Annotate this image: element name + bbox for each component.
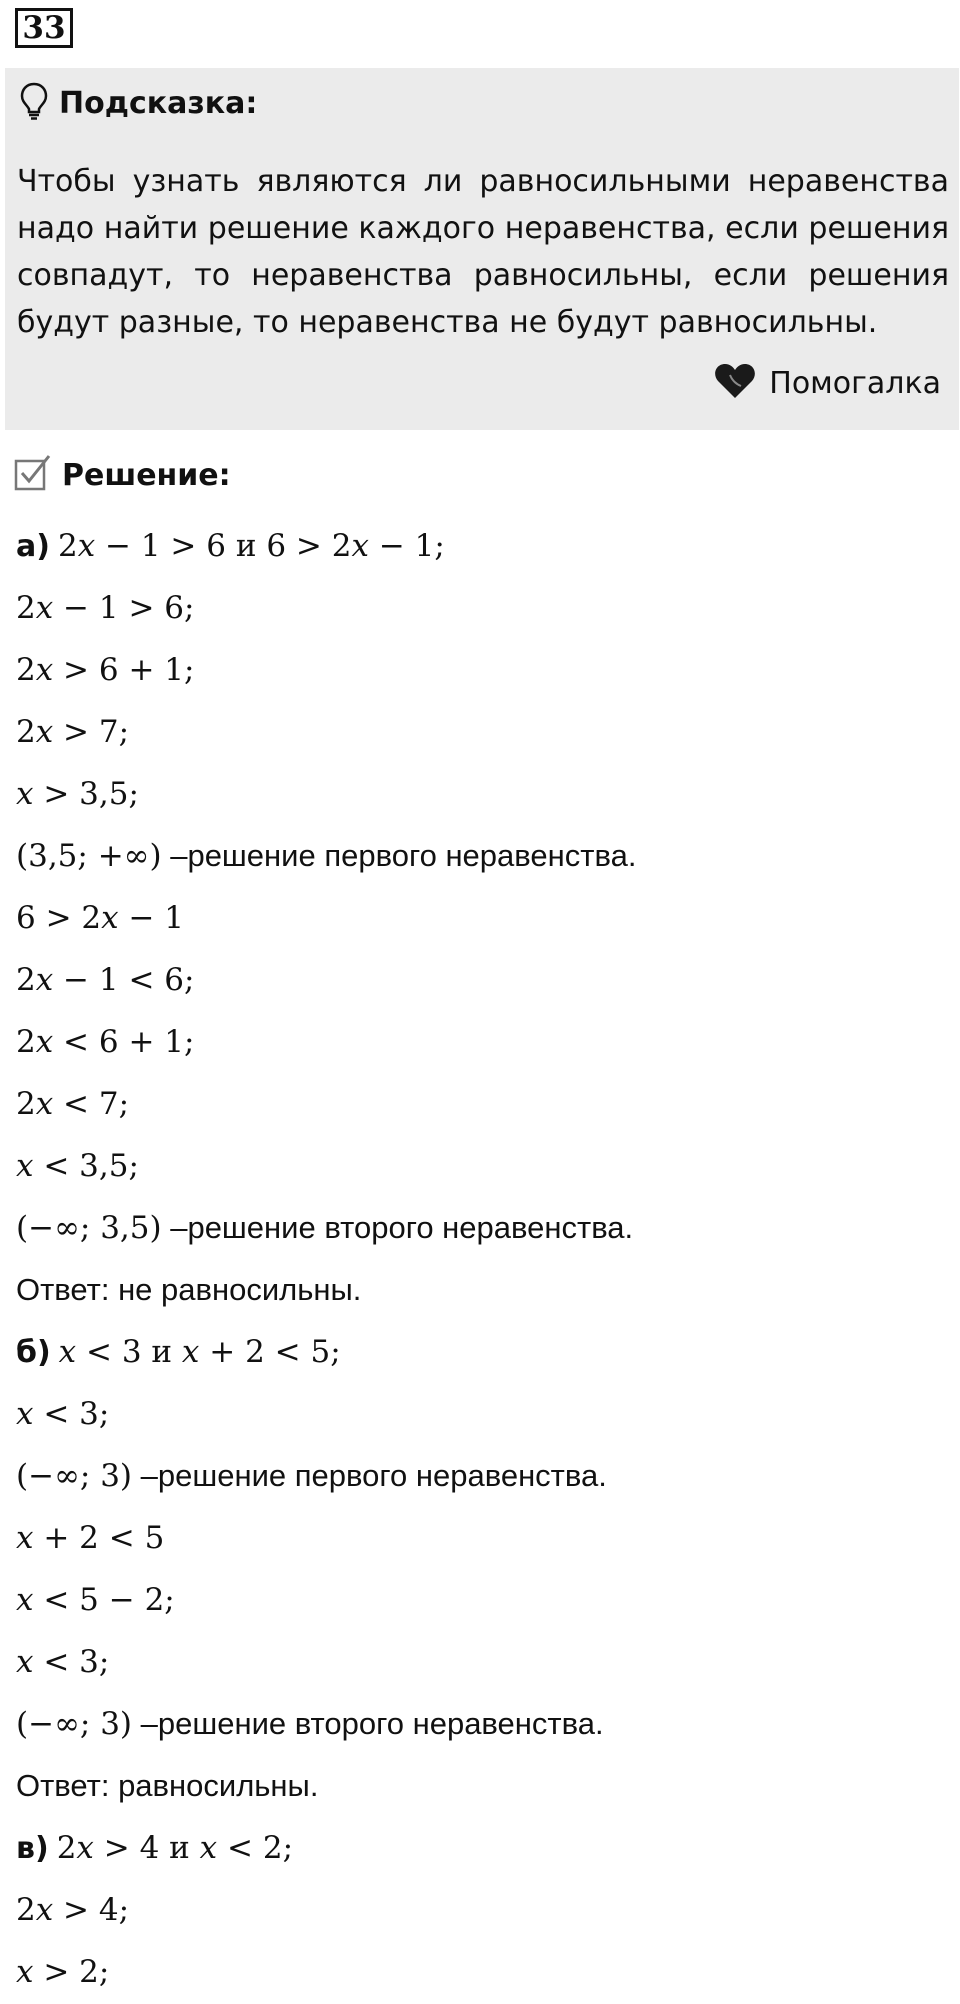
solution-title: Решение: [62, 457, 231, 493]
math-expression: 𝑥 > 3,5; [16, 776, 139, 812]
lightbulb-icon [19, 81, 49, 125]
math-expression: 6 > 2𝑥 − 1 [16, 900, 185, 936]
math-expression: (−∞; 3) [16, 1458, 133, 1494]
line-text: Ответ: не равносильны. [16, 1272, 362, 1307]
solution-line [16, 1569, 946, 1631]
part-label: а) [16, 529, 50, 564]
math-expression: 2𝑥 − 1 > 6 и 6 > 2𝑥 − 1; [57, 528, 445, 564]
math-expression: 2𝑥 > 6 + 1; [16, 652, 195, 688]
line-text: –решение первого неравенства. [161, 838, 637, 873]
solution-header [14, 452, 231, 498]
hint-box [5, 68, 959, 430]
part-label: в) [16, 1831, 49, 1866]
solution-line [16, 1011, 946, 1073]
solution-line [16, 949, 946, 1011]
solution-line [16, 1073, 946, 1135]
hint-title: Подсказка: [59, 85, 258, 121]
source-label: Помогалка [769, 365, 941, 401]
solution-line [16, 577, 946, 639]
line-text: Ответ: равносильны. [16, 1768, 319, 1803]
checkbox-check-icon [14, 453, 52, 497]
solution-line [16, 887, 946, 949]
math-expression: 𝑥 < 3,5; [16, 1148, 139, 1184]
solution-line [16, 1445, 946, 1507]
solution-line [16, 763, 946, 825]
line-text: –решение первого неравенства. [132, 1458, 607, 1493]
math-expression: 𝑥 < 3; [16, 1396, 110, 1432]
math-expression: 𝑥 < 3 и 𝑥 + 2 < 5; [58, 1334, 341, 1370]
solution-line [16, 1383, 946, 1445]
solution-line [16, 1631, 946, 1693]
solution-line [16, 1879, 946, 1941]
solution-line [16, 1817, 946, 1879]
math-expression: 𝑥 < 5 − 2; [16, 1582, 175, 1618]
solution-line [16, 1135, 946, 1197]
math-expression: 2𝑥 > 4; [16, 1892, 130, 1928]
solution-line [16, 825, 946, 887]
math-expression: 𝑥 + 2 < 5 [16, 1520, 165, 1556]
task-number: 33 [15, 8, 73, 48]
hint-footer [713, 360, 941, 406]
math-expression: 2𝑥 > 7; [16, 714, 130, 750]
math-expression: 𝑥 < 3; [16, 1644, 110, 1680]
math-expression: 2𝑥 − 1 < 6; [16, 962, 195, 998]
solution-line [16, 1941, 946, 2003]
solution-line [16, 701, 946, 763]
math-expression: (−∞; 3,5) [16, 1210, 162, 1246]
heart-icon [713, 361, 757, 405]
part-label: б) [16, 1335, 51, 1370]
math-expression: 2𝑥 < 7; [16, 1086, 130, 1122]
solution-line [16, 1259, 946, 1321]
math-expression: (−∞; 3) [16, 1706, 133, 1742]
solution-line [16, 1197, 946, 1259]
solution-line [16, 639, 946, 701]
math-expression: (3,5; +∞) [16, 838, 162, 874]
solution-line [16, 1507, 946, 1569]
math-expression: 2𝑥 − 1 > 6; [16, 590, 195, 626]
line-text: –решение второго неравенства. [132, 1706, 604, 1741]
math-expression: 2𝑥 > 4 и 𝑥 < 2; [56, 1830, 294, 1866]
solution-line [16, 515, 946, 577]
solution-lines [16, 515, 946, 2003]
line-text: –решение второго неравенства. [161, 1210, 634, 1245]
hint-header [19, 78, 257, 128]
solution-line [16, 1693, 946, 1755]
hint-text: Чтобы узнать являются ли равносильными неравенства надо найти решение каждого неравенства, если решения совпадут, то неравенства равносильны, если решения будут разные, то неравенства не будут равносильны. [17, 164, 949, 340]
math-expression: 2𝑥 < 6 + 1; [16, 1024, 195, 1060]
math-expression: 𝑥 > 2; [16, 1954, 110, 1990]
solution-line [16, 1755, 946, 1817]
solution-line [16, 1321, 946, 1383]
